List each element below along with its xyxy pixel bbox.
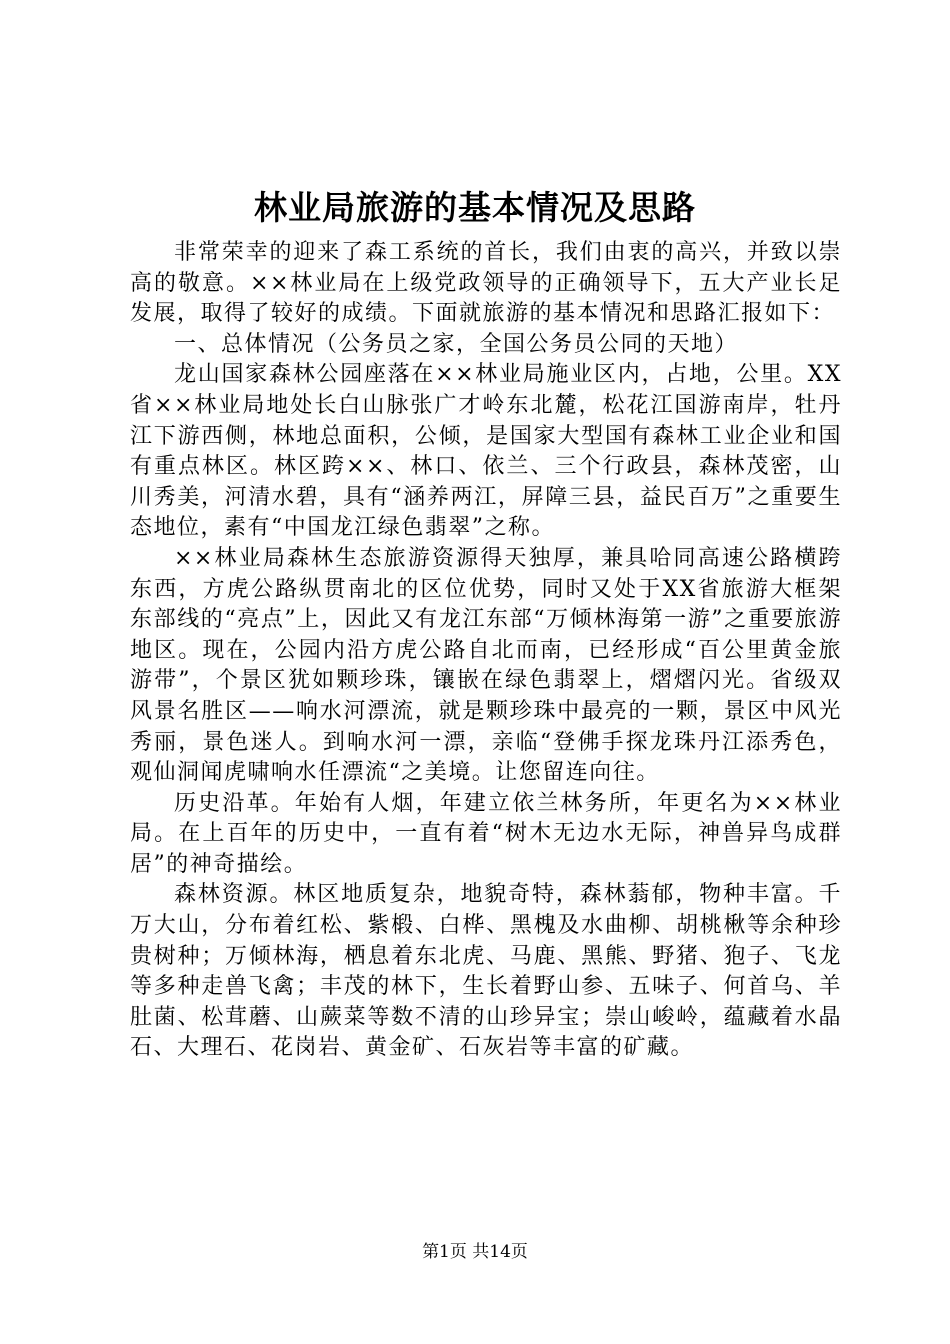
page-title: 林业局旅游的基本情况及思路	[254, 188, 696, 227]
section-heading-overview: 一、总体情况（公务员之家，全国公务员公同的天地）	[174, 331, 739, 357]
paragraph-intro: 非常荣幸的迎来了森工系统的首长，我们由衷的高兴，并致以崇高的敬意。××林业局在上级党政领导的正确领导下，五大产业长足发展，取得了较好的成绩。下面就旅游的基本情况和思路汇报如下：	[130, 240, 842, 327]
paragraph-forest-resources: 森林资源。林区地质复杂，地貌奇特，森林蓊郁，物种丰富。千万大山，分布着红松、紫椴、白桦、黑槐及水曲柳、胡桃楸等余种珍贵树种；万倾林海，栖息着东北虎、马鹿、黑熊、野猪、狍子、飞龙等多种走兽飞禽；丰茂的林下，生长着野山参、五味子、何首乌、羊肚菌、松茸蘑、山蕨菜等数不清的山珍异宝；崇山峻岭，蕴藏着水晶石、大理石、花岗岩、黄金矿、石灰岩等丰富的矿藏。	[130, 882, 842, 1061]
paragraph-tourism-resources: ××林业局森林生态旅游资源得天独厚，兼具哈同高速公路横跨东西，方虎公路纵贯南北的区位优势，同时又处于XX省旅游大框架东部线的“亮点”上，因此又有龙江东部“万倾林海第一游”之重要旅游地区。现在，公园内沿方虎公路自北而南，已经形成“百公里黄金旅游带”，个景区犹如颗珍珠，镶嵌在绿色翡翠上，熠熠闪光。省级双风景名胜区——响水河漂流，就是颗珍珠中最亮的一颗，景区中风光秀丽，景色迷人。到响水河一漂，亲临“登佛手探龙珠丹江添秀色，观仙洞闻虎啸响水任漂流“之美境。让您留连向往。	[130, 545, 842, 786]
paragraph-park-location: 龙山国家森林公园座落在××林业局施业区内，占地，公里。XX省××林业局地处长白山脉张广才岭东北麓，松花江国游南岸，牡丹江下游西侧，林地总面积，公倾，是国家大型国有森林工业企业和国有重点林区。林区跨××、林口、依兰、三个行政县，森林茂密，山川秀美，河清水碧，具有“涵养两江，屏障三县，益民百万”之重要生态地位，素有“中国龙江绿色翡翠”之称。	[130, 362, 842, 541]
paragraph-history: 历史沿革。年始有人烟，年建立依兰林务所，年更名为××林业局。在上百年的历史中，一直有着“树木无边水无际，神兽异鸟成群居”的神奇描绘。	[130, 790, 842, 877]
document-body	[130, 238, 842, 1064]
page-footer: 第1页 共14页	[422, 1242, 528, 1262]
